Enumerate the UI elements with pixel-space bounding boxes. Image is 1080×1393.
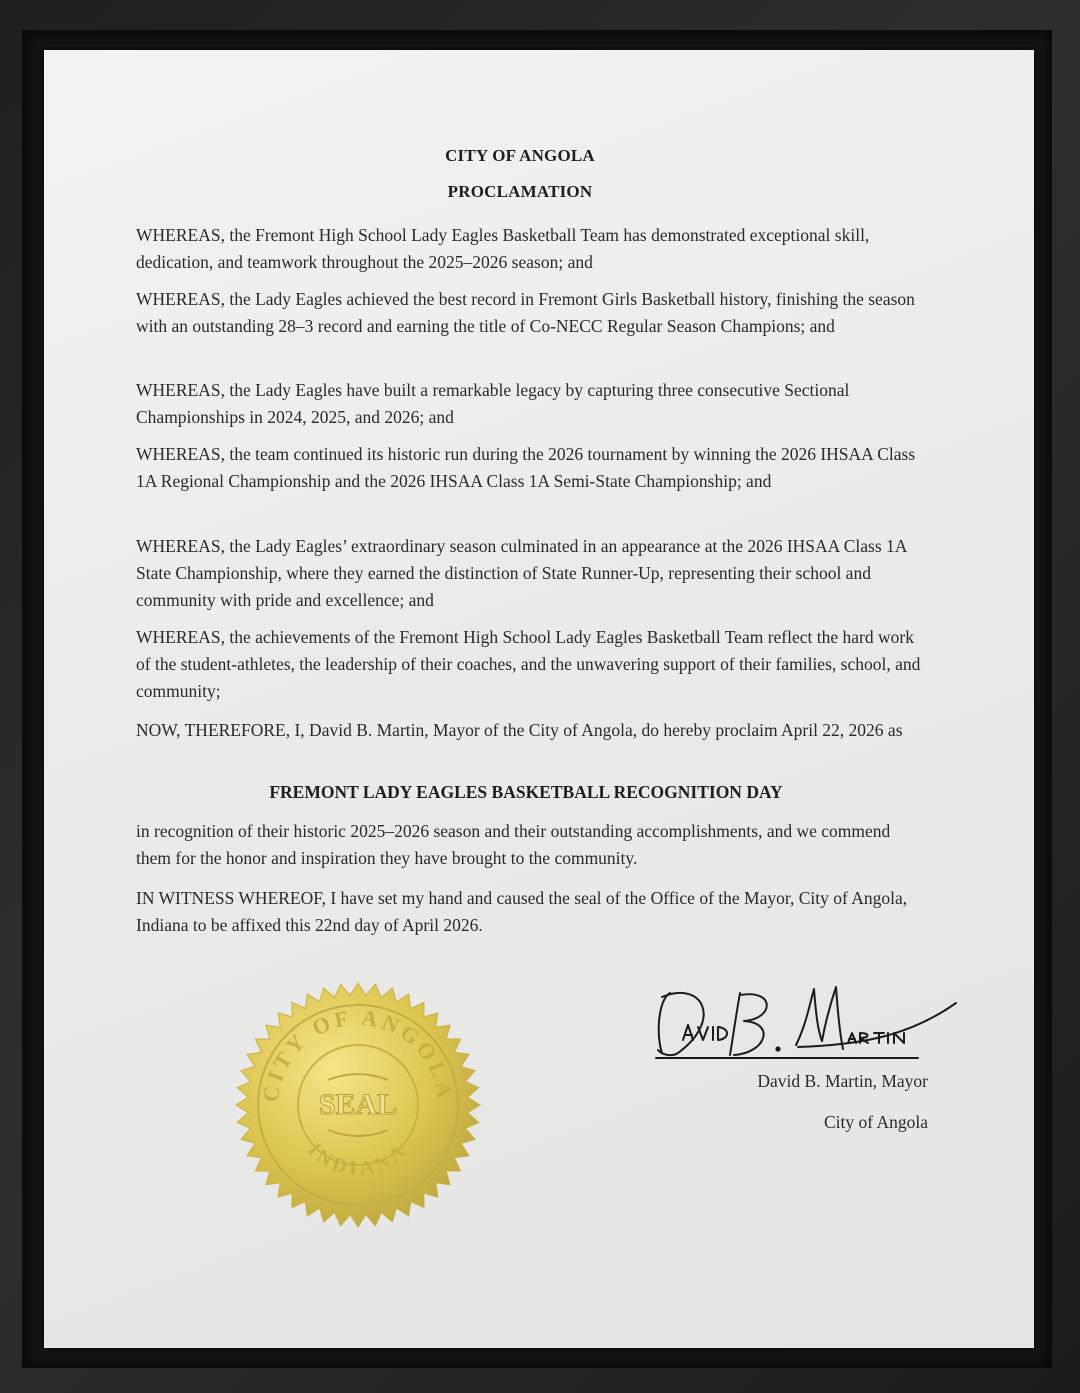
signatory-name-title: David B. Martin, Mayor bbox=[757, 1071, 928, 1091]
mayor-signature bbox=[648, 975, 968, 1065]
whereas-paragraph-5: WHEREAS, the Lady Eagles’ extraordinary season culminated in an appearance at the 2026 IHSAA Class 1A State Championship, where they earned the distinction of State Runner-Up, representing their school and community with pride and excellence; and bbox=[136, 536, 907, 610]
signatory-organization: City of Angola bbox=[823, 1112, 928, 1132]
document-subtitle: PROCLAMATION bbox=[447, 182, 593, 201]
whereas-paragraph-6: WHEREAS, the achievements of the Fremont High School Lady Eagles Basketball Team reflect the hard work of the student-athletes, the leadership of their coaches, and the unwavering support of their families, school, and community; bbox=[136, 627, 921, 701]
seal-center-text: SEAL bbox=[318, 1088, 398, 1121]
closing-paragraph-2: IN WITNESS WHEREOF, I have set my hand and caused the seal of the Office of the Mayor, City of Angola, Indiana to be affixed this 22nd day of April 2026. bbox=[136, 888, 908, 935]
seal-top-text: CITY OF ANGOLA bbox=[257, 1004, 459, 1104]
recognition-day-heading: FREMONT LADY EAGLES BASKETBALL RECOGNITION DAY bbox=[269, 782, 783, 802]
seal-bottom-text: INDIANA bbox=[303, 1138, 413, 1181]
proclaim-paragraph: NOW, THEREFORE, I, David B. Martin, Mayor of the City of Angola, do hereby proclaim April 22, 2026 as bbox=[136, 720, 903, 740]
city-seal bbox=[233, 980, 483, 1230]
closing-paragraph-1: in recognition of their historic 2025–2026 season and their outstanding accomplishments, and we commend them for the honor and inspiration they have brought to the community. bbox=[136, 821, 891, 868]
whereas-paragraph-4: WHEREAS, the team continued its historic run during the 2026 tournament by winning the 2026 IHSAA Class 1A Regional Championship and the 2026 IHSAA Class 1A Semi-State Championship; and bbox=[136, 444, 916, 491]
document-title: CITY OF ANGOLA bbox=[445, 146, 595, 165]
whereas-paragraph-1: WHEREAS, the Fremont High School Lady Eagles Basketball Team has demonstrated exceptional skill, dedication, and teamwork throughout the 2025–2026 season; and bbox=[136, 225, 870, 272]
whereas-paragraph-2: WHEREAS, the Lady Eagles achieved the best record in Fremont Girls Basketball history, finishing the season with an outstanding 28–3 record and earning the title of Co-NECC Regular Season Champions; and bbox=[136, 289, 915, 336]
whereas-paragraph-3: WHEREAS, the Lady Eagles have built a remarkable legacy by capturing three consecutive Sectional Championships in 2024, 2025, and 2026; and bbox=[136, 380, 850, 427]
